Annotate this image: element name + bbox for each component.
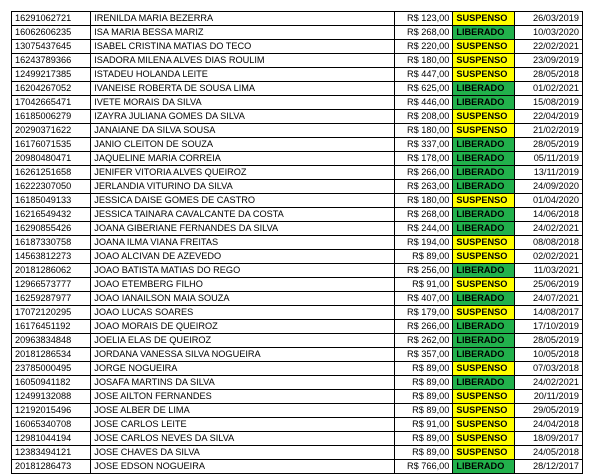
row-value-cell: R$ 337,00 [394, 138, 453, 152]
row-id-cell: 16062606235 [12, 26, 91, 40]
row-date-cell: 28/05/2018 [515, 68, 583, 82]
row-date-cell: 25/06/2019 [515, 278, 583, 292]
row-date-cell: 18/09/2017 [515, 432, 583, 446]
table-row [12, 404, 583, 418]
row-name-cell: JOANA GIBERIANE FERNANDES DA SILVA [91, 222, 395, 236]
row-status-badge: LIBERADO [453, 222, 515, 236]
row-date-cell: 29/05/2019 [515, 404, 583, 418]
row-status-badge: LIBERADO [453, 264, 515, 278]
row-status-badge: SUSPENSO [453, 236, 515, 250]
row-status-badge: SUSPENSO [453, 124, 515, 138]
row-value-cell: R$ 123,00 [394, 12, 453, 26]
table-row [12, 12, 583, 26]
row-value-cell: R$ 256,00 [394, 264, 453, 278]
table-row [12, 292, 583, 306]
row-name-cell: JORGE NOGUEIRA [91, 362, 395, 376]
row-date-cell: 05/11/2019 [515, 152, 583, 166]
table-row [12, 418, 583, 432]
row-name-cell: JANIO CLEITON DE SOUZA [91, 138, 395, 152]
row-id-cell: 16216549432 [12, 208, 91, 222]
row-name-cell: ISTADEU HOLANDA LEITE [91, 68, 395, 82]
row-name-cell: JOAO IANAILSON MAIA SOUZA [91, 292, 395, 306]
row-name-cell: JOAO MORAIS DE QUEIROZ [91, 320, 395, 334]
row-status-badge: SUSPENSO [453, 362, 515, 376]
row-date-cell: 15/08/2019 [515, 96, 583, 110]
row-id-cell: 16065340708 [12, 418, 91, 432]
row-value-cell: R$ 263,00 [394, 180, 453, 194]
row-status-badge: SUSPENSO [453, 110, 515, 124]
row-status-badge: LIBERADO [453, 208, 515, 222]
row-status-badge: SUSPENSO [453, 432, 515, 446]
row-id-cell: 12966573777 [12, 278, 91, 292]
table-row [12, 208, 583, 222]
row-date-cell: 07/03/2018 [515, 362, 583, 376]
row-status-badge: LIBERADO [453, 82, 515, 96]
row-id-cell: 16185049133 [12, 194, 91, 208]
row-id-cell: 14563812273 [12, 250, 91, 264]
table-row [12, 26, 583, 40]
row-id-cell: 16176451192 [12, 320, 91, 334]
row-date-cell: 22/04/2019 [515, 110, 583, 124]
row-name-cell: JESSICA TAINARA CAVALCANTE DA COSTA [91, 208, 395, 222]
table-row [12, 348, 583, 362]
row-id-cell: 20181286534 [12, 348, 91, 362]
row-id-cell: 16187330758 [12, 236, 91, 250]
row-date-cell: 13/11/2019 [515, 166, 583, 180]
row-name-cell: ISADORA MILENA ALVES DIAS ROULIM [91, 54, 395, 68]
table-row [12, 320, 583, 334]
row-date-cell: 17/10/2019 [515, 320, 583, 334]
row-id-cell: 16261251658 [12, 166, 91, 180]
row-value-cell: R$ 89,00 [394, 404, 453, 418]
row-status-badge: LIBERADO [453, 26, 515, 40]
table-row [12, 110, 583, 124]
row-status-badge: SUSPENSO [453, 390, 515, 404]
row-value-cell: R$ 180,00 [394, 54, 453, 68]
row-date-cell: 20/11/2019 [515, 390, 583, 404]
row-id-cell: 16290855426 [12, 222, 91, 236]
row-id-cell: 12499132088 [12, 390, 91, 404]
row-date-cell: 24/02/2021 [515, 376, 583, 390]
row-name-cell: JAQUELINE MARIA CORREIA [91, 152, 395, 166]
row-date-cell: 24/09/2020 [515, 180, 583, 194]
row-id-cell: 12499217385 [12, 68, 91, 82]
records-table [11, 11, 583, 474]
row-value-cell: R$ 180,00 [394, 194, 453, 208]
row-value-cell: R$ 89,00 [394, 376, 453, 390]
table-row [12, 194, 583, 208]
row-status-badge: LIBERADO [453, 334, 515, 348]
row-name-cell: IVANEISE ROBERTA DE SOUSA LIMA [91, 82, 395, 96]
row-id-cell: 20980480471 [12, 152, 91, 166]
row-id-cell: 16204267052 [12, 82, 91, 96]
row-value-cell: R$ 766,00 [394, 460, 453, 474]
table-row [12, 306, 583, 320]
row-name-cell: JOSE CHAVES DA SILVA [91, 446, 395, 460]
row-value-cell: R$ 447,00 [394, 68, 453, 82]
table-row [12, 152, 583, 166]
table-row [12, 82, 583, 96]
row-name-cell: JOSE AILTON FERNANDES [91, 390, 395, 404]
row-name-cell: JOAO ETEMBERG FILHO [91, 278, 395, 292]
row-name-cell: JOSE CARLOS LEITE [91, 418, 395, 432]
row-status-badge: SUSPENSO [453, 250, 515, 264]
table-row [12, 222, 583, 236]
row-id-cell: 16222307050 [12, 180, 91, 194]
row-value-cell: R$ 89,00 [394, 250, 453, 264]
row-status-badge: LIBERADO [453, 180, 515, 194]
row-date-cell: 24/02/2021 [515, 222, 583, 236]
row-date-cell: 22/02/2021 [515, 40, 583, 54]
row-status-badge: SUSPENSO [453, 68, 515, 82]
row-date-cell: 02/02/2021 [515, 250, 583, 264]
row-value-cell: R$ 268,00 [394, 26, 453, 40]
row-name-cell: JOAO ALCIVAN DE AZEVEDO [91, 250, 395, 264]
table-row [12, 362, 583, 376]
row-status-badge: SUSPENSO [453, 446, 515, 460]
row-id-cell: 17072120295 [12, 306, 91, 320]
row-name-cell: JOANA ILMA VIANA FREITAS [91, 236, 395, 250]
row-value-cell: R$ 89,00 [394, 446, 453, 460]
row-value-cell: R$ 91,00 [394, 278, 453, 292]
row-value-cell: R$ 89,00 [394, 362, 453, 376]
row-status-badge: SUSPENSO [453, 306, 515, 320]
row-date-cell: 21/02/2019 [515, 124, 583, 138]
row-value-cell: R$ 244,00 [394, 222, 453, 236]
row-value-cell: R$ 262,00 [394, 334, 453, 348]
row-status-badge: SUSPENSO [453, 278, 515, 292]
row-name-cell: JOSE EDSON NOGUEIRA [91, 460, 395, 474]
row-status-badge: LIBERADO [453, 376, 515, 390]
row-value-cell: R$ 179,00 [394, 306, 453, 320]
table-row [12, 278, 583, 292]
table-row [12, 124, 583, 138]
row-value-cell: R$ 194,00 [394, 236, 453, 250]
row-value-cell: R$ 266,00 [394, 320, 453, 334]
table-row [12, 68, 583, 82]
row-date-cell: 11/03/2021 [515, 264, 583, 278]
table-row [12, 334, 583, 348]
row-status-badge: SUSPENSO [453, 12, 515, 26]
row-date-cell: 28/05/2019 [515, 334, 583, 348]
row-name-cell: JESSICA DAISE GOMES DE CASTRO [91, 194, 395, 208]
row-value-cell: R$ 89,00 [394, 390, 453, 404]
row-status-badge: LIBERADO [453, 320, 515, 334]
table-row [12, 460, 583, 474]
row-name-cell: JANAIANE DA SILVA SOUSA [91, 124, 395, 138]
row-status-badge: SUSPENSO [453, 194, 515, 208]
row-date-cell: 28/12/2017 [515, 460, 583, 474]
row-value-cell: R$ 220,00 [394, 40, 453, 54]
row-date-cell: 01/04/2020 [515, 194, 583, 208]
row-name-cell: ISA MARIA BESSA MARIZ [91, 26, 395, 40]
table-row [12, 180, 583, 194]
row-name-cell: JERLANDIA VITURINO DA SILVA [91, 180, 395, 194]
row-value-cell: R$ 208,00 [394, 110, 453, 124]
row-date-cell: 23/09/2019 [515, 54, 583, 68]
table-row [12, 390, 583, 404]
row-value-cell: R$ 407,00 [394, 292, 453, 306]
row-status-badge: LIBERADO [453, 292, 515, 306]
table-row [12, 138, 583, 152]
row-status-badge: SUSPENSO [453, 40, 515, 54]
row-name-cell: JOSE CARLOS NEVES DA SILVA [91, 432, 395, 446]
table-row [12, 54, 583, 68]
table-row [12, 166, 583, 180]
row-status-badge: SUSPENSO [453, 54, 515, 68]
row-id-cell: 20181286062 [12, 264, 91, 278]
row-name-cell: JENIFER VITORIA ALVES QUEIROZ [91, 166, 395, 180]
row-name-cell: IVETE MORAIS DA SILVA [91, 96, 395, 110]
row-id-cell: 12981044194 [12, 432, 91, 446]
row-value-cell: R$ 91,00 [394, 418, 453, 432]
row-date-cell: 10/03/2020 [515, 26, 583, 40]
row-name-cell: JOAO BATISTA MATIAS DO REGO [91, 264, 395, 278]
row-date-cell: 24/07/2021 [515, 292, 583, 306]
row-value-cell: R$ 446,00 [394, 96, 453, 110]
row-status-badge: LIBERADO [453, 152, 515, 166]
row-id-cell: 13075437645 [12, 40, 91, 54]
row-status-badge: LIBERADO [453, 348, 515, 362]
records-table-body [12, 12, 583, 474]
row-value-cell: R$ 357,00 [394, 348, 453, 362]
table-row [12, 376, 583, 390]
row-id-cell: 23785000495 [12, 362, 91, 376]
row-value-cell: R$ 266,00 [394, 166, 453, 180]
row-value-cell: R$ 178,00 [394, 152, 453, 166]
row-id-cell: 16243789366 [12, 54, 91, 68]
row-status-badge: SUSPENSO [453, 404, 515, 418]
row-id-cell: 12383494121 [12, 446, 91, 460]
row-id-cell: 20290371622 [12, 124, 91, 138]
table-row [12, 250, 583, 264]
row-name-cell: JOSAFA MARTINS DA SILVA [91, 376, 395, 390]
row-id-cell: 17042665471 [12, 96, 91, 110]
row-status-badge: LIBERADO [453, 138, 515, 152]
row-date-cell: 24/05/2018 [515, 446, 583, 460]
row-name-cell: IZAYRA JULIANA GOMES DA SILVA [91, 110, 395, 124]
row-id-cell: 16291062721 [12, 12, 91, 26]
table-row [12, 446, 583, 460]
row-status-badge: SUSPENSO [453, 418, 515, 432]
row-id-cell: 16259287977 [12, 292, 91, 306]
table-row [12, 236, 583, 250]
row-id-cell: 20181286473 [12, 460, 91, 474]
row-name-cell: JORDANA VANESSA SILVA NOGUEIRA [91, 348, 395, 362]
row-name-cell: JOSE ALBER DE LIMA [91, 404, 395, 418]
row-name-cell: ISABEL CRISTINA MATIAS DO TECO [91, 40, 395, 54]
row-value-cell: R$ 268,00 [394, 208, 453, 222]
row-status-badge: LIBERADO [453, 166, 515, 180]
row-date-cell: 08/08/2018 [515, 236, 583, 250]
row-status-badge: LIBERADO [453, 96, 515, 110]
row-value-cell: R$ 625,00 [394, 82, 453, 96]
row-date-cell: 10/05/2018 [515, 348, 583, 362]
row-name-cell: IRENILDA MARIA BEZERRA [91, 12, 395, 26]
row-value-cell: R$ 89,00 [394, 432, 453, 446]
row-date-cell: 14/06/2018 [515, 208, 583, 222]
table-row [12, 264, 583, 278]
row-date-cell: 26/03/2019 [515, 12, 583, 26]
row-id-cell: 16050941182 [12, 376, 91, 390]
row-id-cell: 16176071535 [12, 138, 91, 152]
row-date-cell: 14/08/2017 [515, 306, 583, 320]
row-date-cell: 01/02/2021 [515, 82, 583, 96]
table-row [12, 40, 583, 54]
table-row [12, 432, 583, 446]
row-date-cell: 24/04/2018 [515, 418, 583, 432]
table-row [12, 96, 583, 110]
row-id-cell: 20963834848 [12, 334, 91, 348]
row-name-cell: JOAO LUCAS SOARES [91, 306, 395, 320]
row-date-cell: 28/05/2019 [515, 138, 583, 152]
row-status-badge: LIBERADO [453, 460, 515, 474]
row-id-cell: 16185006279 [12, 110, 91, 124]
row-name-cell: JOELIA ELAS DE QUEIROZ [91, 334, 395, 348]
row-value-cell: R$ 180,00 [394, 124, 453, 138]
row-id-cell: 12192015496 [12, 404, 91, 418]
